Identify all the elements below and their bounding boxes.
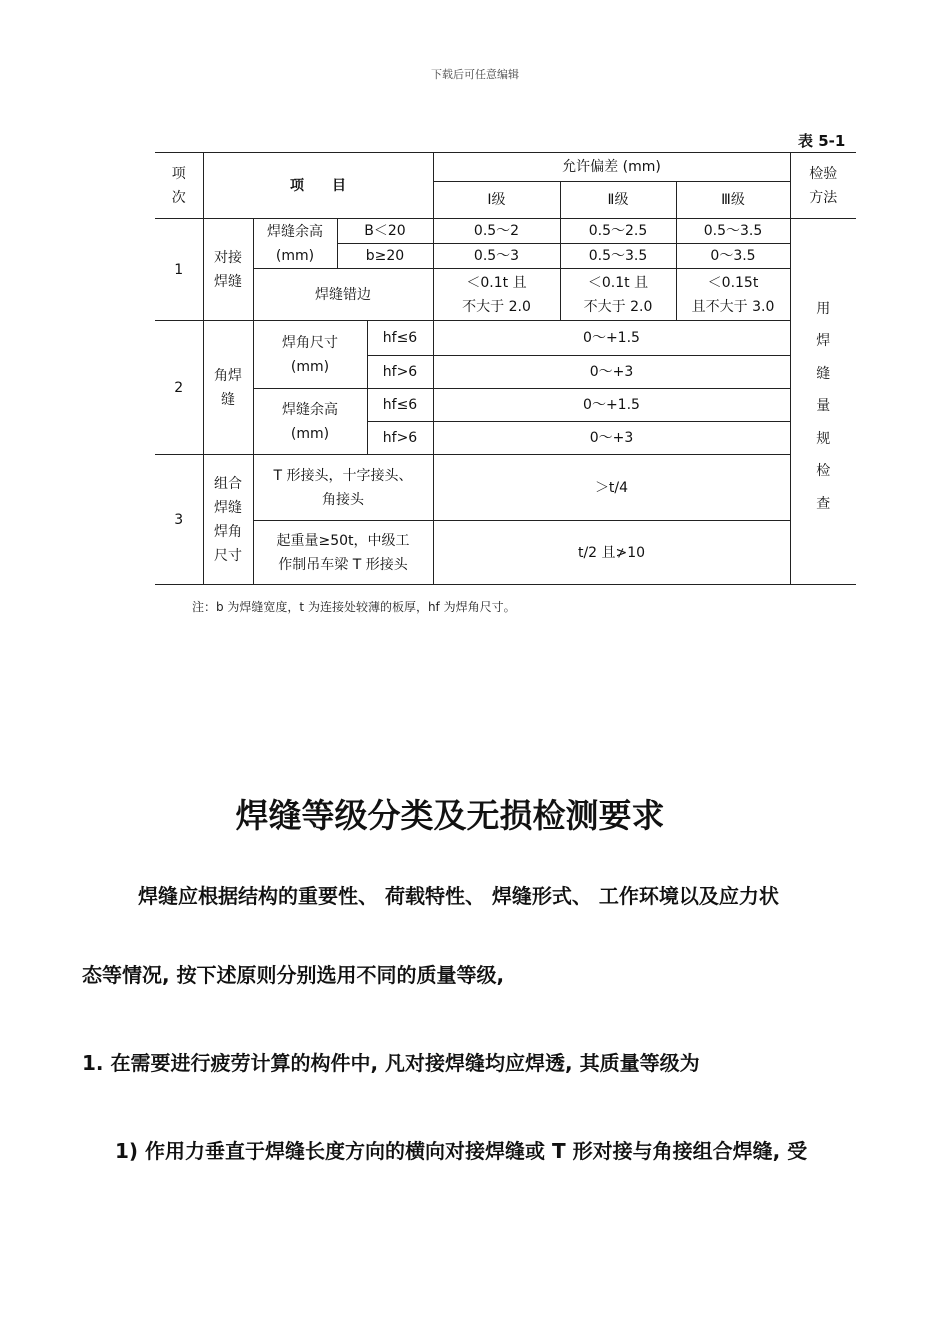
row2-name: 角焊 缝 bbox=[203, 321, 253, 455]
header-grade-1: Ⅰ级 bbox=[433, 182, 560, 219]
row3-val-b: t/2 且≯10 bbox=[433, 521, 790, 585]
method-cell: 用 焊 缝 量 规 检 查 bbox=[790, 219, 856, 585]
section-title: 焊缝等级分类及无损检测要求 bbox=[235, 796, 665, 835]
row1-m-grade1: ＜0.1t 且 不大于 2.0 bbox=[433, 269, 560, 321]
table-note: 注：b 为焊缝宽度，t 为连接处较薄的板厚，hf 为焊角尺寸。 bbox=[192, 600, 516, 614]
row2-reinforcement: 焊缝余高 (mm) bbox=[253, 389, 367, 455]
row1-b-grade1: 0.5～3 bbox=[433, 244, 560, 269]
header-grade-2: Ⅱ级 bbox=[560, 182, 676, 219]
row3-name: 组合 焊缝 焊角 尺寸 bbox=[203, 455, 253, 585]
paragraph-4: 1) 作用力垂直于焊缝长度方向的横向对接焊缝或 T 形对接与角接组合焊缝, 受 bbox=[115, 1139, 808, 1163]
row1-m-grade2: ＜0.1t 且 不大于 2.0 bbox=[560, 269, 676, 321]
paragraph-1: 焊缝应根据结构的重要性、 荷载特性、 焊缝形式、 工作环境以及应力状 bbox=[138, 884, 779, 908]
row3-val-a: ＞t/4 bbox=[433, 455, 790, 521]
row2-cond-a: hf≤6 bbox=[367, 321, 433, 356]
row3-joint-b: 起重量≥50t，中级工 作制吊车梁 T 形接头 bbox=[253, 521, 433, 585]
row1-misalignment: 焊缝错边 bbox=[253, 269, 433, 321]
header-method: 检验 方法 bbox=[790, 153, 856, 219]
row1-a-grade1: 0.5～2 bbox=[433, 219, 560, 244]
row1-cond-a: B＜20 bbox=[337, 219, 433, 244]
row1-name: 对接 焊缝 bbox=[203, 219, 253, 321]
row1-a-grade3: 0.5～3.5 bbox=[676, 219, 790, 244]
row1-b-grade2: 0.5～3.5 bbox=[560, 244, 676, 269]
row1-a-grade2: 0.5～2.5 bbox=[560, 219, 676, 244]
page-header: 下载后可任意编辑 bbox=[431, 68, 519, 81]
paragraph-3: 1. 在需要进行疲劳计算的构件中, 凡对接焊缝均应焊透, 其质量等级为 bbox=[82, 1051, 700, 1075]
row1-no: 1 bbox=[155, 219, 203, 321]
row1-m-grade3: ＜0.15t 且不大于 3.0 bbox=[676, 269, 790, 321]
row2-cond-d: hf>6 bbox=[367, 422, 433, 455]
weld-tolerance-table bbox=[155, 152, 856, 585]
header-deviation: 允许偏差 (mm) bbox=[433, 153, 790, 182]
row2-cond-b: hf>6 bbox=[367, 356, 433, 389]
row3-no: 3 bbox=[155, 455, 203, 585]
header-item: 项 目 bbox=[203, 153, 433, 219]
row1-b-grade3: 0～3.5 bbox=[676, 244, 790, 269]
paragraph-2: 态等情况, 按下述原则分别选用不同的质量等级, bbox=[82, 963, 505, 987]
row2-re-a: 0～+1.5 bbox=[433, 389, 790, 422]
row3-joint-a: T 形接头，十字接头、 角接头 bbox=[253, 455, 433, 521]
row2-leg-size: 焊角尺寸 (mm) bbox=[253, 321, 367, 389]
header-no: 项 次 bbox=[155, 153, 203, 219]
row2-leg-a: 0～+1.5 bbox=[433, 321, 790, 356]
row2-re-b: 0～+3 bbox=[433, 422, 790, 455]
row2-leg-b: 0～+3 bbox=[433, 356, 790, 389]
row1-cond-b: b≥20 bbox=[337, 244, 433, 269]
header-grade-3: Ⅲ级 bbox=[676, 182, 790, 219]
row1-reinforcement: 焊缝余高 (mm) bbox=[253, 219, 337, 269]
row2-cond-c: hf≤6 bbox=[367, 389, 433, 422]
table-number: 表 5-1 bbox=[798, 132, 846, 150]
row2-no: 2 bbox=[155, 321, 203, 455]
